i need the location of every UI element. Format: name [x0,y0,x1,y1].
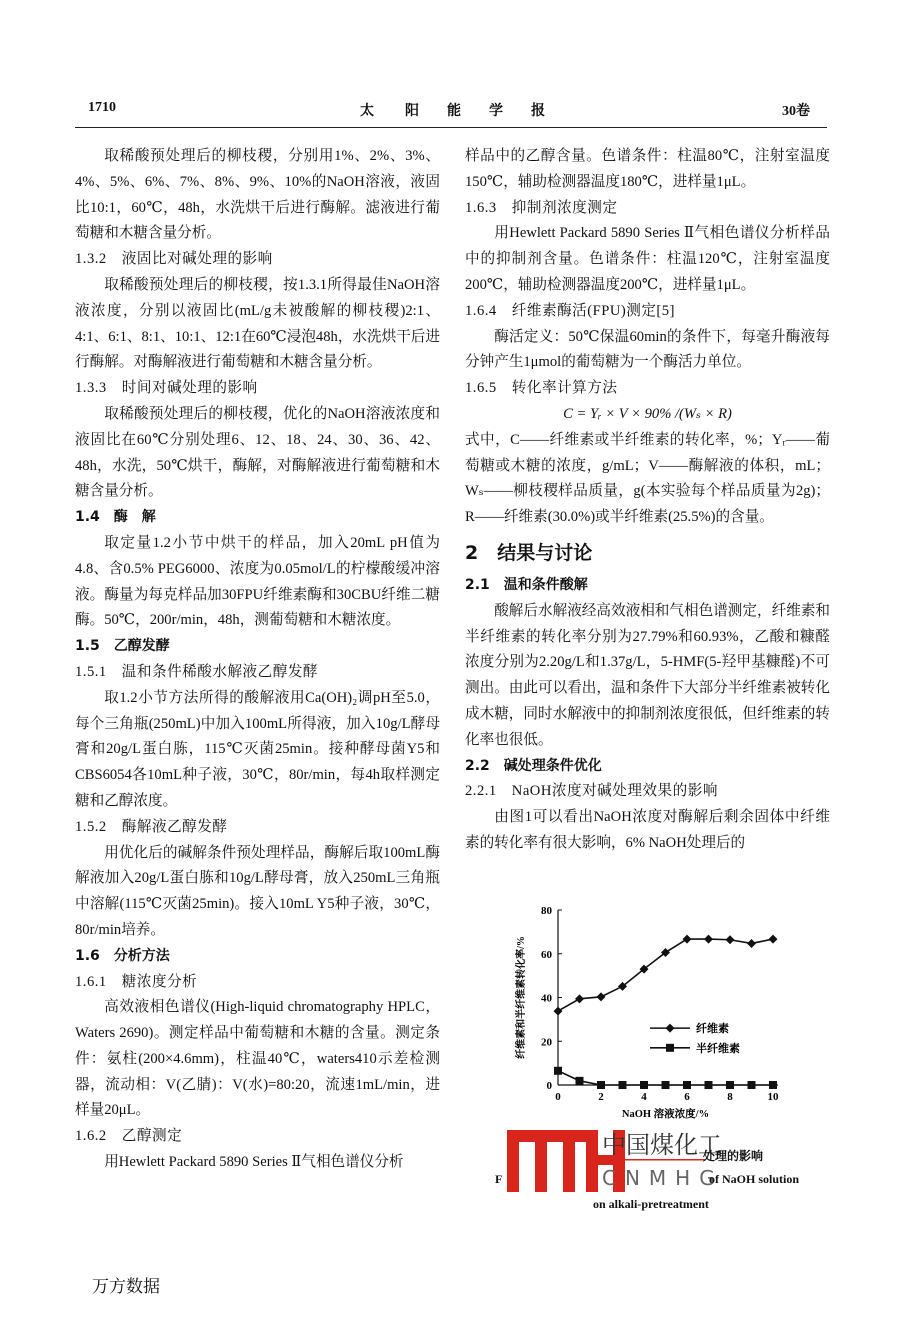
y-axis-label: 纤维素和半纤维素转化率/% [516,936,527,1059]
y-tick-label: 80 [541,905,552,917]
subsection-heading: 1.6.5 转化率计算方法 [465,380,618,397]
paragraph: 样品中的乙醇含量。色谱条件：柱温80℃，注射室温度150℃，辅助检测器温度180℃，进样量1μL。 [465,148,830,190]
y-tick-label: 40 [541,992,552,1005]
subsection-heading: 1.6.2 乙醇测定 [75,1128,183,1145]
paragraph: 取稀酸预处理后的柳枝稷，优化的NaOH溶液浓度和液固比在60℃分别处理6、12、18、24、30、36、42、48h，水洗，50℃烘干，酶解，对酶解液进行葡萄糖和木糖含量分析。 [75,405,440,500]
data-point-diamond [747,939,756,948]
watermark-en: CNMHG [602,1166,724,1190]
watermark-cn: 中国煤化工 [602,1131,722,1159]
legend-label: 纤维素 [696,1023,729,1036]
section-heading: 1.5 乙醇发酵 [75,638,170,655]
data-point-square [662,1081,670,1089]
paragraph: 取定量1.2小节中烘干的样品，加入20mL pH值为4.8、含0.5% PEG6000、浓度为0.05mol/L的柠檬酸缓冲溶液。酶量为每克样品加30FPU纤维素酶和30CBU纤维二糖酶。50℃，200r/min，48h，测葡萄糖和木糖浓度。 [75,534,440,629]
section-heading: 2.1 温和条件酸解 [465,576,588,593]
paragraph: 取稀酸预处理后的柳枝稷，分别用1%、2%、3%、4%、5%、6%、7%、8%、9%、10%的NaOH溶液，液固比10:1，60℃，48h，水洗烘干后进行酶解。滤液进行葡萄糖和木糖含量分析。 [75,148,440,242]
paragraph: 酸解后水解液经高效液相和气相色谱测定，纤维素和半纤维素的转化率分别为27.79%和60.93%，乙酸和糠醛浓度分别为2.20g/L和1.37g/L，5-HMF(5-羟甲基糠醛)不可测出。由此可以看出，温和条件下大部分半纤维素被转化成木糖，同时水解液中的抑制剂浓度很低，但纤维素的转化率也很低。 [465,602,830,748]
volume: 30卷 [782,104,810,119]
subsection-heading: 1.6.3 抑制剂浓度测定 [465,199,618,216]
page-number: 1710 [88,100,116,115]
caption-fragment: F [495,1172,503,1186]
section-heading: 1.6 分析方法 [75,947,170,964]
data-point-square [640,1081,648,1089]
chapter-heading: 2 结果与讨论 [465,541,593,564]
left-column [75,144,440,1176]
paragraph: 取稀酸预处理后的柳枝稷，按1.3.1所得最佳NaOH溶液浓度，分别以液固比(mL/g未被酸解的柳枝稷)2:1、4:1、6:1、8:1、10:1、12:1在60℃浸泡48h，水洗烘干后进行酶解。对酶解液进行葡萄糖和木糖含量分析。 [75,276,440,371]
paragraph: 由图1可以看出NaOH浓度对酶解后剩余固体中纤维素的转化率有很大影响，6% NaOH处理后的 [465,809,830,851]
x-tick-label: 10 [767,1091,779,1103]
data-point-diamond [597,992,606,1001]
y-tick-label: 20 [541,1036,552,1049]
data-point-diamond [683,935,692,944]
data-point-diamond [704,935,713,944]
y-tick-label: 0 [546,1080,552,1092]
legend-marker [666,1044,674,1052]
y-tick-label: 60 [541,948,552,961]
caption-fragment: 处理的影响 [703,1149,764,1163]
data-point-diamond [554,1007,563,1016]
equation: C = Yᵣ × V × 90% /(Wₛ × R) [563,405,732,422]
subsection-heading: 1.5.2 酶解液乙醇发酵 [75,818,228,835]
subsection-heading: 1.6.1 糖浓度分析 [75,973,198,990]
paragraph: 用Hewlett Packard 5890 Series Ⅱ气相色谱仪分析样品中的抑制剂含量。色谱条件：柱温120℃，注射室温度200℃，辅助检测器温度200℃，进样量1μL。 [465,225,830,293]
data-point-diamond [575,994,584,1003]
x-tick-label: 2 [598,1091,604,1103]
figure-1-chart [500,895,820,1125]
subsection-heading: 2.2.1 NaOH浓度对碱处理效果的影响 [465,783,718,800]
x-tick-label: 6 [684,1091,690,1103]
data-point-diamond [769,935,778,944]
caption-fragment: of NaOH solution [709,1172,800,1186]
journal-char: 阳 [405,104,419,119]
data-point-square [683,1081,691,1089]
subsection-heading: 1.5.1 温和条件稀酸水解液乙醇发酵 [75,663,319,680]
legend-label: 半纤维素 [696,1042,740,1055]
data-point-diamond [726,935,735,944]
journal-char: 太 [360,104,374,119]
caption-line: on alkali-pretreatment [593,1197,709,1211]
data-point-square [726,1081,734,1089]
data-point-square [576,1077,584,1085]
x-tick-label: 4 [641,1091,647,1103]
paragraph: 式中，C——纤维素或半纤维素的转化率，%；Yᵣ——葡萄糖或木糖的浓度，g/mL；V——酶解液的体积，mL；Wₛ——柳枝稷样品质量，g(本实验每个样品质量为2g)；R——纤维素(30.0%)或半纤维素(25.5%)的含量。 [465,431,830,526]
journal-char: 报 [531,104,545,119]
footer-source: 万方数据 [92,1277,160,1297]
x-tick-label: 8 [727,1091,733,1103]
data-point-square [597,1081,605,1089]
journal-char: 学 [489,104,503,119]
subsection-heading: 1.3.3 时间对碱处理的影响 [75,380,258,397]
paragraph: 酶活定义：50℃保温60min的条件下，每毫升酶液每分钟产生1μmol的葡萄糖为一个酶活力单位。 [465,328,830,371]
legend-marker [666,1024,675,1033]
header-rule [75,127,827,128]
x-tick-label: 0 [555,1091,561,1103]
data-point-square [554,1067,562,1075]
subsection-heading: 1.3.2 液固比对碱处理的影响 [75,251,273,268]
paragraph: 取1.2小节方法所得的酸解液用Ca(OH)₂调pH至5.0，每个三角瓶(250mL)中加入100mL所得液，加入10g/L酵母膏和20g/L蛋白胨，115℃灭菌25min。接种酵母菌Y5和CBS6054各10mL种子液，30℃，80r/min，每4h取样测定糖和乙醇浓度。 [75,689,440,809]
paragraph: 高效液相色谱仪(High-liquid chromatography HPLC，Waters 2690)。测定样品中葡萄糖和木糖的含量。测定条件：氨柱(200×4.6mm)，柱温40℃，waters410示差检测器，流动相：V(乙腈)：V(水)=80:20，流速1mL/min，进样量20μL。 [75,999,440,1119]
section-heading: 1.4 酶 解 [75,509,156,526]
data-point-square [705,1081,713,1089]
paragraph: 用优化后的碱解条件预处理样品，酶解后取100mL酶解液加入20g/L蛋白胨和10g/L酵母膏，放入250mL三角瓶中溶解(115℃灭菌25min)。接入10mL Y5种子液，30℃，80r/min培养。 [75,844,440,938]
data-point-square [619,1081,627,1089]
right-column [465,144,830,857]
data-point-square [748,1081,756,1089]
journal-char: 能 [447,104,461,119]
data-point-square [769,1081,777,1089]
paragraph: 用Hewlett Packard 5890 Series Ⅱ气相色谱仪分析 [104,1154,404,1171]
x-axis-label: NaOH 溶液浓度/% [621,1109,710,1120]
subsection-heading: 1.6.4 纤维素酶活(FPU)测定[5] [465,302,675,319]
section-heading: 2.2 碱处理条件优化 [465,757,602,774]
